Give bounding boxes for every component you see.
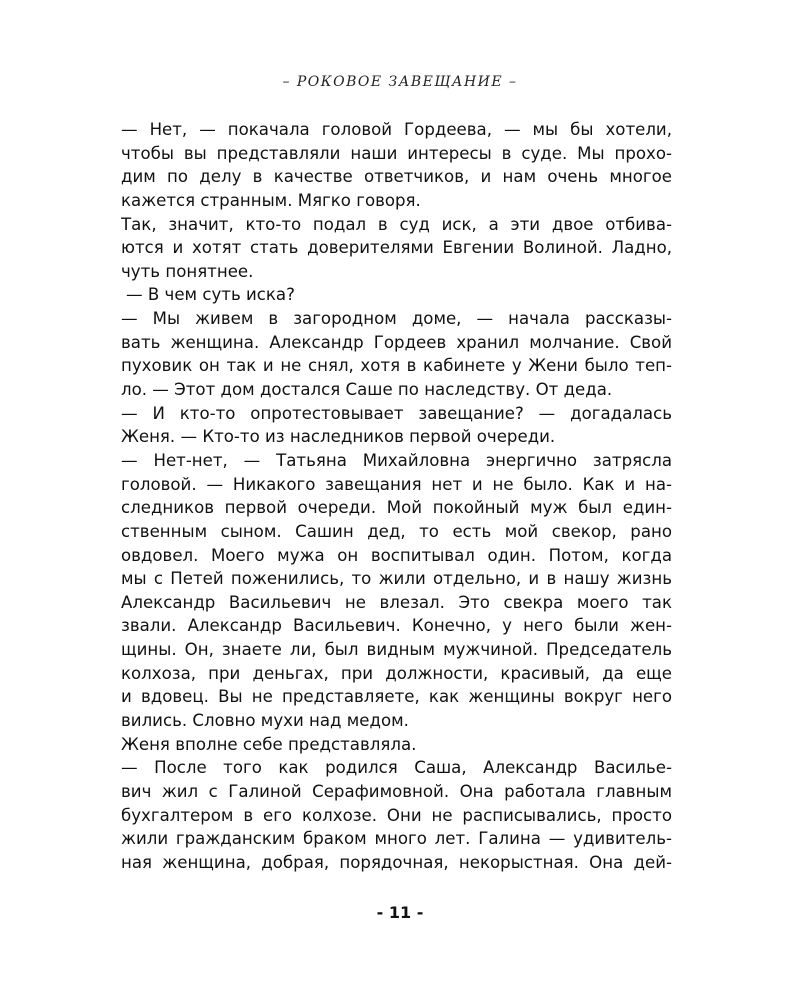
text-line: чтобы вы представляли наши интересы в суде. Мы прохо- bbox=[121, 143, 672, 163]
text-line: звали. Александр Васильевич. Конечно, у него были жен- bbox=[121, 616, 672, 636]
text-line: следников первой очереди. Мой покойный муж был един- bbox=[121, 498, 672, 518]
text-line: — В чем суть иска? bbox=[126, 285, 295, 305]
page-number: - 11 - bbox=[376, 903, 424, 922]
text-line: — После того как родился Саша, Александр Василье- bbox=[121, 758, 672, 778]
text-line: жили гражданским браком много лет. Галина — удивитель- bbox=[121, 829, 672, 849]
text-line: ло. — Этот дом достался Саше по наследству. От деда. bbox=[121, 380, 613, 400]
text-line: и вдовец. Вы не представляете, как женщины вокруг него bbox=[121, 687, 672, 707]
text-line: бухгалтером в его колхозе. Они не расписывались, просто bbox=[121, 805, 672, 825]
text-line: Так, значит, кто-то подал в суд иск, а эти двое отбива- bbox=[121, 214, 672, 234]
running-head: – РОКОВОЕ ЗАВЕЩАНИЕ – bbox=[282, 74, 518, 90]
text-line: мы с Петей поженились, то жили отдельно, и в нашу жизнь bbox=[121, 569, 672, 589]
text-line: щины. Он, знаете ли, был видным мужчиной. Председатель bbox=[121, 640, 672, 660]
text-line: ственным сыном. Сашин дед, то есть мой свекор, рано bbox=[121, 521, 672, 541]
text-line: ная женщина, добрая, порядочная, некорыстная. Она дей- bbox=[121, 852, 672, 872]
text-line: вич жил с Галиной Серафимовной. Она работала главным bbox=[121, 781, 672, 801]
text-line: дим по делу в качестве ответчиков, и нам очень многое bbox=[121, 167, 672, 187]
text-line: чуть понятнее. bbox=[121, 261, 254, 281]
text-line: Женя. — Кто-то из наследников первой очереди. bbox=[121, 427, 556, 447]
text-line: вать женщина. Александр Гордеев хранил молчание. Свой bbox=[121, 332, 672, 352]
text-line: пуховик он так и не снял, хотя в кабинете у Жени было теп- bbox=[121, 356, 672, 376]
text-line: головой. — Никакого завещания нет и не было. Как и на- bbox=[121, 474, 672, 494]
body-text bbox=[121, 118, 672, 875]
text-line: — Нет-нет, — Татьяна Михайловна энергично затрясла bbox=[121, 450, 672, 470]
text-line: Женя вполне себе представляла. bbox=[121, 734, 417, 754]
text-line: овдовел. Моего мужа он воспитывал один. Потом, когда bbox=[121, 545, 672, 565]
text-line: Александр Васильевич не влезал. Это свекра моего так bbox=[121, 592, 672, 612]
text-line: колхоза, при деньгах, при должности, красивый, да еще bbox=[121, 663, 672, 683]
text-line: — Мы живем в загородном доме, — начала рассказы- bbox=[121, 309, 672, 329]
text-line: вились. Словно мухи над медом. bbox=[121, 711, 409, 731]
text-line: — И кто-то опротестовывает завещание? — догадалась bbox=[121, 403, 672, 423]
text-line: ются и хотят стать доверителями Евгении Волиной. Ладно, bbox=[121, 238, 672, 258]
text-line: — Нет, — покачала головой Гордеева, — мы бы хотели, bbox=[121, 120, 672, 139]
text-line: кажется странным. Мягко говоря. bbox=[121, 190, 421, 210]
